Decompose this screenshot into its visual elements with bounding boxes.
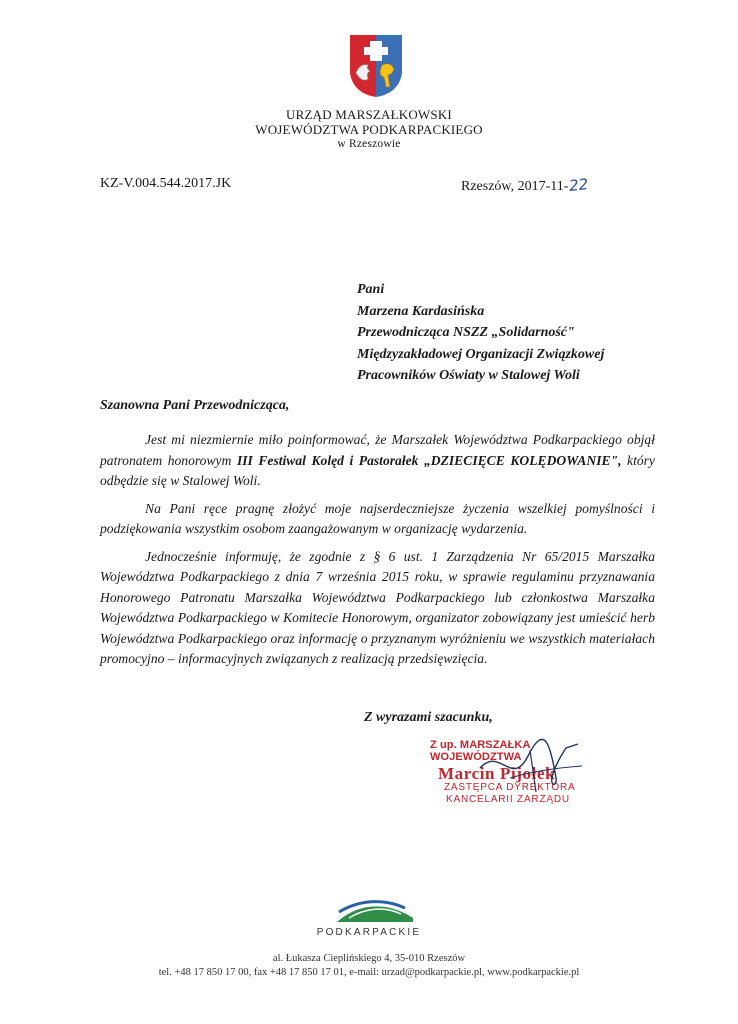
place-date bbox=[461, 176, 589, 195]
stamp-position: ZASTĘPCA DYREKTORA bbox=[444, 782, 576, 793]
body-paragraph-2: Na Pani ręce pragnę złożyć moje najserdeczniejsze życzenia wszelkiej pomyślności i podziękowania wszystkim osobom zaangażowanym w organizację wydarzenia. bbox=[100, 500, 655, 536]
recipient-name: Marzena Kardasińska bbox=[357, 303, 485, 319]
recipient-title: Pani bbox=[357, 282, 385, 297]
place-date-text: Rzeszów, 2017-11- bbox=[461, 179, 569, 194]
salutation: Szanowna Pani Przewodnicząca, bbox=[100, 398, 290, 413]
stamp-name: Marcin Pijołek bbox=[438, 764, 556, 783]
body-paragraph-1: Jest mi niezmiernie miło poinformować, że Marszałek Województwa Podkarpackiego objął patronatem honorowym III Festiwal Kolęd i Pastorałek „DZIECIĘCE KOLĘDOWANIE", który odbędzie się w Stalowej Woli. bbox=[100, 432, 655, 488]
recipient-role: Przewodnicząca NSZZ „Solidarność" bbox=[357, 325, 575, 340]
podkarpackie-logo-text: PODKARPACKIE bbox=[316, 927, 422, 938]
issuing-office bbox=[0, 107, 738, 152]
letter-body bbox=[100, 430, 655, 677]
handwritten-day: 22 bbox=[568, 175, 590, 195]
stamp-department: KANCELARII ZARZĄDU bbox=[446, 794, 570, 805]
stamp-line-1: Z up. MARSZAŁKA WOJEWÓDZTWA bbox=[430, 739, 531, 763]
body-paragraph-3: Jednocześnie informuję, że zgodnie z § 6 ust. 1 Zarządzenia Nr 65/2015 Marszałka Województwa Podkarpackiego z dnia 7 września 2015 roku, w sprawie regulaminu przyznawania Honorowego Patronatu Marszałka Województwa Podkarpackiego lub członkostwa Marszałka Województwa Podkarpackiego w Komitecie Honorowym, organizator zobowiązany jest umieścić herb Województwa Podkarpackiego oraz informację o przyznanym wyróżnieniu we wszystkich materiałach promocyjno – informacyjnych związanych z realizacją przedsięwzięcia. bbox=[100, 548, 655, 666]
office-line-2: WOJEWÓDZTWA PODKARPACKIEGO bbox=[255, 122, 483, 137]
recipient-block bbox=[357, 279, 604, 387]
reference-number: KZ-V.004.544.2017.JK bbox=[100, 176, 232, 191]
podkarpackie-logo-icon bbox=[335, 898, 415, 924]
signature-icon bbox=[470, 738, 590, 798]
recipient-organization: Międzyzakładowej Organizacji Związkowej bbox=[357, 346, 605, 362]
coat-of-arms-icon bbox=[348, 33, 404, 99]
festival-name: III Festiwal Kolęd i Pastorałek „DZIECIĘCE KOLĘDOWANIE", bbox=[236, 452, 622, 468]
footer-address: al. Łukasza Cieplińskiego 4, 35-010 Rzeszów bbox=[272, 953, 466, 964]
office-line-3: w Rzeszowie bbox=[337, 138, 401, 150]
closing: Z wyrazami szacunku, bbox=[364, 710, 493, 725]
office-line-1: URZĄD MARSZAŁKOWSKI bbox=[286, 107, 452, 122]
recipient-organization-2: Pracowników Oświaty w Stalowej Woli bbox=[357, 368, 580, 383]
footer-contact: tel. +48 17 850 17 00, fax +48 17 850 17 01, e-mail: urzad@podkarpackie.pl, www.podkarpackie.pl bbox=[158, 967, 580, 978]
